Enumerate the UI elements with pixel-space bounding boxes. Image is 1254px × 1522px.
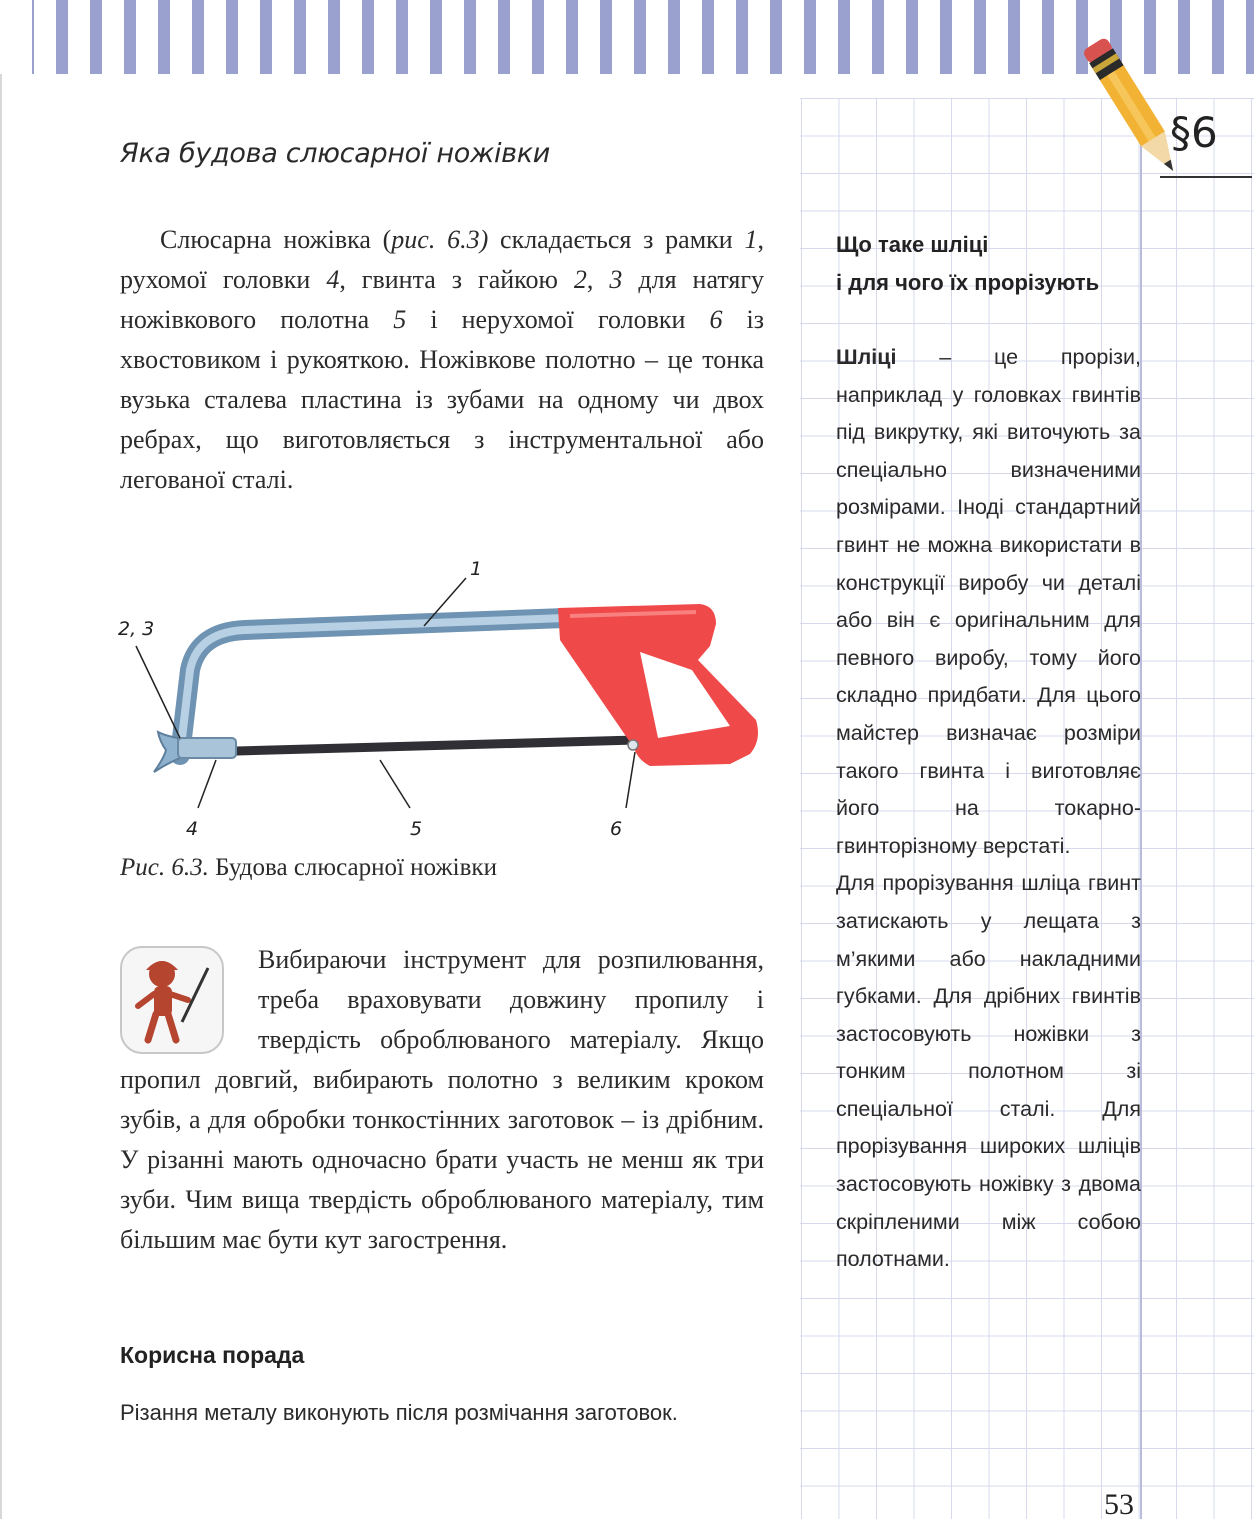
text-segment: із хвостовиком і рукояткою. Ножівкове полотно – це тонка вузька сталева пластина із зубами на одному чи двох ребрах, що виготовляється з інструментальної або легованої сталі. xyxy=(120,305,765,494)
sidebar-text-part1: – це прорізи, наприклад у головках гвинтів під викрутку, які виточують за спеціально визначеними розмірами. Іноді стандартний гвинт не можна використати в конструкції виробу чи деталі або він є оригінальним для певного виробу, тому його складно придбати. Для цього майстер визначає розміри такого гвинта і виготовляє його на токарно-гвинторізному верстаті. xyxy=(836,345,1141,858)
text-segment: для натягу ножівкового полотна xyxy=(120,265,764,334)
hacksaw-movable-head xyxy=(178,738,236,758)
text-segment: , рухомої головки xyxy=(120,225,764,294)
sidebar-text xyxy=(836,339,1141,1279)
italic-reference: 1 xyxy=(744,225,758,254)
figure-caption xyxy=(120,854,497,882)
italic-reference: рис. 6.3) xyxy=(391,225,489,254)
italic-reference: 3 xyxy=(609,265,623,294)
text-segment: складається з рамки xyxy=(488,225,745,254)
italic-reference: 4 xyxy=(326,265,340,294)
section-number: §6 xyxy=(1170,108,1218,157)
italic-reference: 6 xyxy=(709,305,723,334)
text-segment: , xyxy=(586,265,610,294)
sidebar-term: Шліці xyxy=(836,345,897,369)
figure-label-fixed-head: 6 xyxy=(610,818,623,840)
page-edge xyxy=(0,0,2,1519)
hacksaw-blade xyxy=(200,740,638,752)
figure-caption-text: Будова слюсарної ножівки xyxy=(208,854,497,881)
sidebar-heading-line1: Що таке шліці xyxy=(836,232,989,257)
italic-reference: 2 xyxy=(573,265,587,294)
figure-label-blade: 5 xyxy=(410,818,423,840)
teacher-pointer-icon xyxy=(120,946,224,1054)
italic-reference: 5 xyxy=(393,305,407,334)
paragraph-hacksaw-structure xyxy=(120,220,764,500)
tip-heading: Корисна порада xyxy=(120,1342,305,1368)
hacksaw-frame xyxy=(180,618,565,755)
hacksaw-illustration xyxy=(110,560,770,850)
figure-label-frame: 1 xyxy=(470,558,483,580)
text-segment: і нерухомої головки xyxy=(406,305,710,334)
section-number-rule xyxy=(1160,176,1252,178)
sidebar-heading-line2: і для чого їх прорізують xyxy=(836,270,1100,295)
figure-label-screw-nut: 2, 3 xyxy=(118,618,155,640)
hacksaw-wing-nut xyxy=(154,732,180,772)
paragraph-blade-choice xyxy=(120,940,764,1260)
text-segment: Слюсарна ножівка ( xyxy=(160,225,392,254)
sidebar-text-part2: Для прорізування шліца гвинт затискають у лещата з м’якими або накладними губками. Для дрібних гвинтів застосовують ножівки з тонким полотном зі спеціальної сталі. Для прорізування широких шліців застосовують ножівку з двома скріпленими між собою полотнами. xyxy=(836,871,1141,1272)
sidebar-heading xyxy=(836,226,1142,302)
page-number: 53 xyxy=(1104,1488,1134,1521)
text-segment: , гвинта з гайкою xyxy=(339,265,574,294)
header-stripes xyxy=(0,0,1254,74)
paragraph-blade-choice-text: Вибираючи інструмент для розпилювання, треба враховувати довжину пропилу і твердість оброблюваного матеріалу. Якщо пропил довгий, вибирають полотно з великим кроком зубів, а для обробки тонкостінних заготовок – із дрібним. У різанні мають одночасно брати участь не менш як три зуби. Чим вища твердість оброблюваного матеріалу, тим більшим має бути кут загострення. xyxy=(120,945,764,1254)
tip-text: Різання металу виконують після розмічання заготовок. xyxy=(120,1400,678,1425)
section-title: Яка будова слюсарної ножівки xyxy=(120,138,551,169)
figure-hacksaw xyxy=(110,560,770,850)
figure-label-movable-head: 4 xyxy=(186,818,199,840)
figure-caption-label: Рис. 6.3. xyxy=(120,854,209,881)
